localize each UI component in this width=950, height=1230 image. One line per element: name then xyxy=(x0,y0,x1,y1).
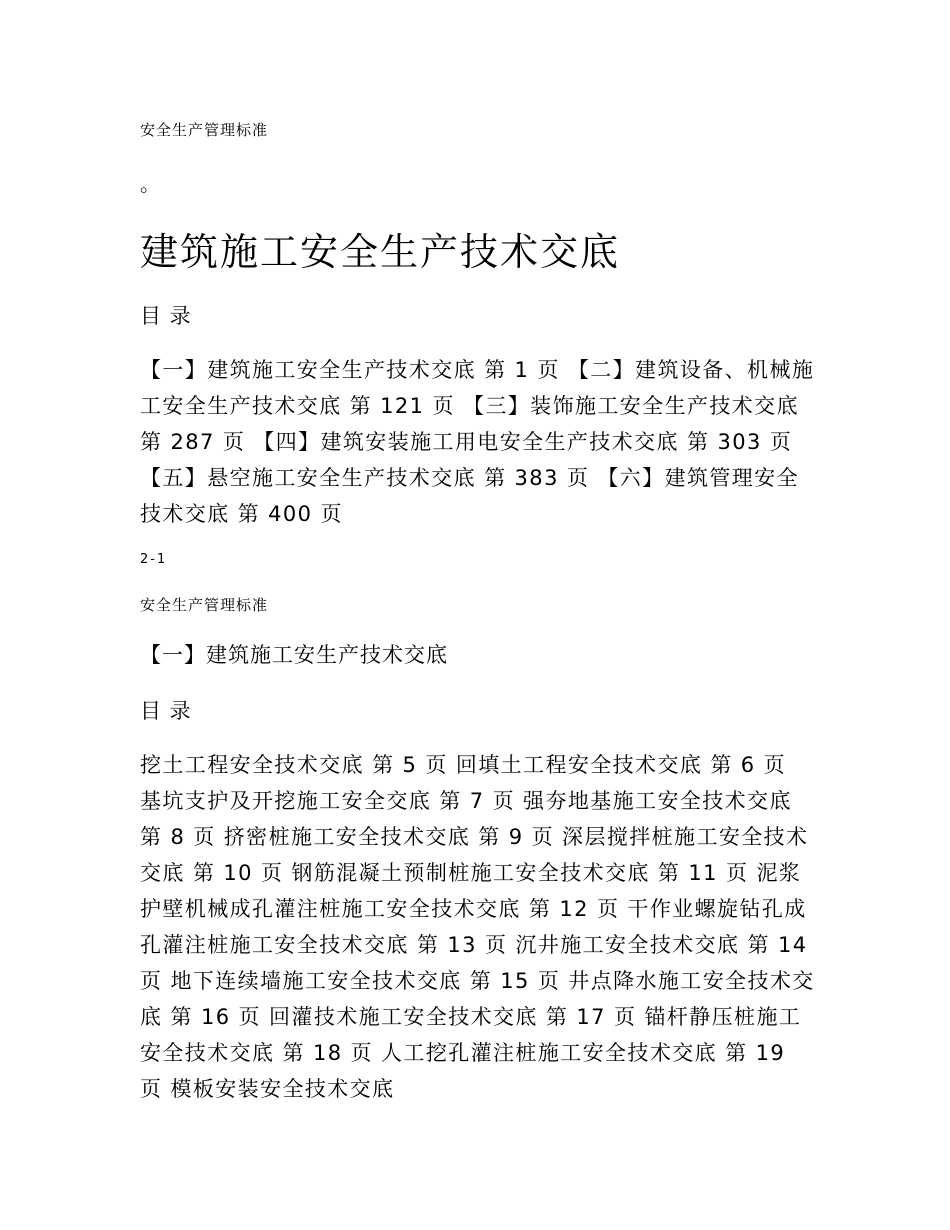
header-label-top: 安全生产管理标准 xyxy=(140,121,269,139)
toc-heading-2: 目 录 xyxy=(140,699,192,723)
document-title: 建筑施工安全生产技术交底 xyxy=(140,230,621,274)
page-number: 2-1 xyxy=(140,552,168,567)
section-title: 【一】建筑施工安生产技术交底 xyxy=(140,643,448,667)
punctuation-dot: 。 xyxy=(140,172,160,196)
toc-list-main: 【一】建筑施工安全生产技术交底 第 1 页 【二】建筑设备、机械施工安全生产技术交底 第 121 页 【三】装饰施工安全生产技术交底 第 287 页 【四】建筑安装施工用电安全生产技术交底 第 303 页 【五】悬空施工安全生产技术交底 第 383 页 【六】建筑管理安全技术交底 第 400 页 xyxy=(140,358,815,526)
toc-heading-1: 目 录 xyxy=(140,304,192,328)
toc-list-section-1: 挖土工程安全技术交底 第 5 页 回填土工程安全技术交底 第 6 页 基坑支护及开挖施工安全交底 第 7 页 强夯地基施工安全技术交底 第 8 页 挤密桩施工安全技术交底 第 9 页 深层搅拌桩施工安全技术交底 第 10 页 钢筋混凝土预制桩施工安全技术交底 第 11 页 泥浆护壁机械成孔灌注桩施工安全技术交底 第 12 页 干作业螺旋钻孔成孔灌注桩施工安全技术交底 第 13 页 沉井施工安全技术交底 第 14 页 地下连续墙施工安全技术交底 第 15 页 井点降水施工安全技术交底 第 16 页 回灌技术施工安全技术交底 第 17 页 锚杆静压桩施工安全技术交底 第 18 页 人工挖孔灌注桩施工安全技术交底 第 19 页 模板安装安全技术交底 xyxy=(140,753,815,1101)
header-label-second: 安全生产管理标准 xyxy=(140,596,269,614)
